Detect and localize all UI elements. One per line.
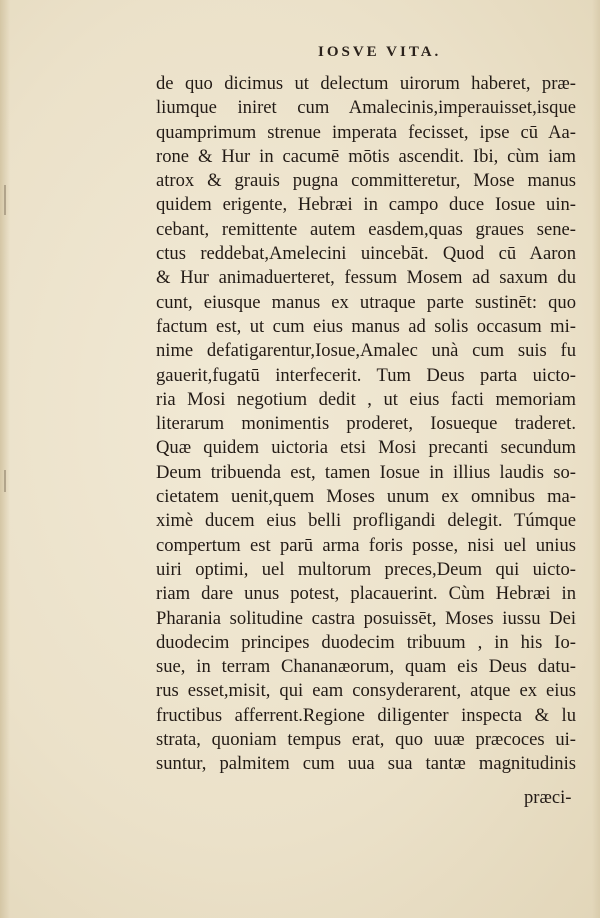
text-line: Quæ quidem uictoria etsi Mosi precanti secundum (156, 437, 576, 459)
text-line: cunt, eiusque manus ex utraque parte sustinēt: quo (156, 291, 576, 313)
text-line: quidem erigente, Hebræi in campo duce Iosue uin- (156, 194, 576, 216)
text-line: ria Mosi negotium dedit , ut eius facti memoriam (156, 388, 576, 410)
text-line: suntur, palmitem cum uua sua tantæ magnitudinis (156, 753, 576, 775)
text-line: Deum tribuenda est, tamen Iosue in illius laudis so- (156, 461, 576, 483)
running-head: IOSVE VITA. (318, 44, 442, 60)
text-line: sue, in terram Chananæorum, quam eis Deus datu- (156, 656, 576, 678)
text-line: nime defatigarentur,Iosue,Amalec unà cum suis fu (156, 340, 576, 362)
text-line: quamprimum strenue imperata fecisset, ipse cū Aa- (156, 121, 576, 143)
text-line: compertum est parū arma foris posse, nisi uel unius (156, 534, 576, 556)
text-line: factum est, ut cum eius manus ad solis occasum mi- (156, 315, 576, 337)
catchword: præci- (524, 787, 572, 808)
text-line: duodecim principes duodecim tribuum , in his Io- (156, 631, 576, 653)
text-line: uiri optimi, uel multorum preces,Deum qui uicto- (156, 558, 576, 580)
text-line: rus esset,misit, qui eam consyderarent, atque ex eius (156, 680, 576, 702)
text-line: ximè ducem eius belli profligandi delegit. Túmque (156, 510, 576, 532)
text-line: strata, quoniam tempus erat, quo uuæ præcoces ui- (156, 729, 576, 751)
margin-mark (4, 470, 6, 492)
text-line: cebant, remittente autem easdem,quas graues sene- (156, 218, 576, 240)
text-line: rone & Hur in cacumē mōtis ascendit. Ibi, cùm iam (156, 145, 576, 167)
text-line: ctus reddebat,Amelecini uincebāt. Quod cū Aaron (156, 243, 576, 265)
text-line: liumque iniret cum Amalecinis,imperauisset,isque (156, 97, 576, 119)
text-line: & Hur animaduerteret, fessum Mosem ad saxum du (156, 267, 576, 289)
text-line: Pharania solitudine castra posuissēt, Moses iussu Dei (156, 607, 576, 629)
text-line: riam dare unus potest, placauerint. Cùm Hebræi in (156, 583, 576, 605)
text-line: atrox & grauis pugna committeretur, Mose manus (156, 170, 576, 192)
text-line: gauerit,fugatū interfecerit. Tum Deus parta uicto- (156, 364, 576, 386)
body-text (156, 72, 576, 777)
text-line: de quo dicimus ut delectum uirorum haberet, præ- (156, 73, 576, 94)
text-line: fructibus afferrent.Regione diligenter inspecta & lu (156, 704, 576, 726)
text-line: literarum monimentis proderet, Iosueque traderet. (156, 413, 576, 435)
text-line: cietatem uenit,quem Moses unum ex omnibus ma- (156, 486, 576, 508)
margin-mark (4, 185, 6, 215)
